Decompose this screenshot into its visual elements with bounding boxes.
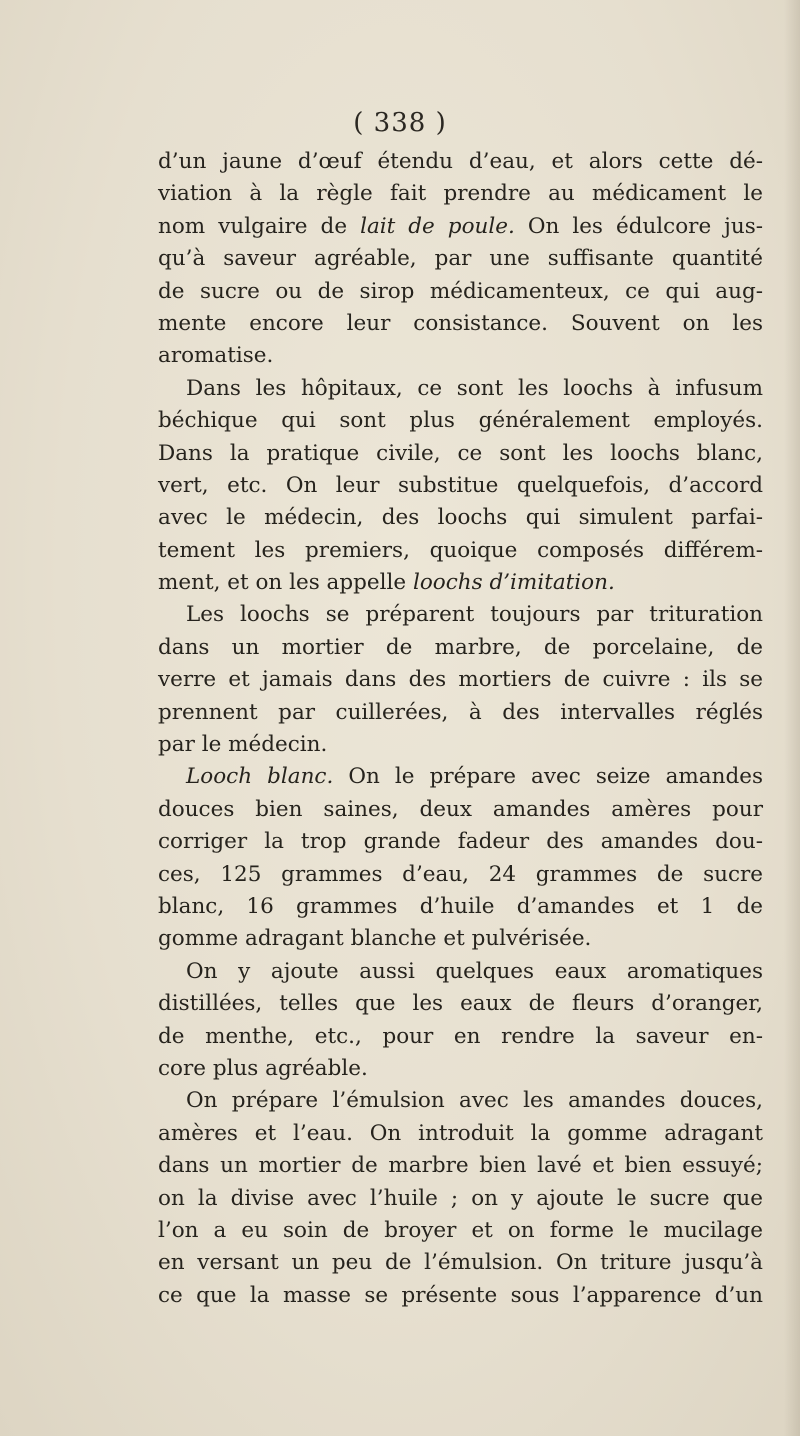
text-line: aromatise.	[158, 343, 274, 369]
text-line: On y ajoute aussi quelques eaux aromatiques	[186, 958, 763, 984]
text-line: viation à la règle fait prendre au médicament le	[158, 181, 763, 207]
text-line: avec le médecin, des loochs qui simulent parfai-	[158, 505, 763, 531]
text-line: prennent par cuillerées, à des intervalles réglés	[158, 699, 763, 725]
text-line: on la divise avec l’huile ; on y ajoute le sucre que	[158, 1185, 763, 1211]
text-line: distillées, telles que les eaux de fleurs d’oranger,	[158, 991, 763, 1017]
text-run: On le prépare avec seize amandes	[333, 764, 763, 790]
text-line: l’on a eu soin de broyer et on forme le mucilage	[158, 1217, 763, 1243]
page-number: ( 338 )	[353, 108, 447, 138]
text-line: par le médecin.	[158, 732, 328, 758]
text-line: de sucre ou de sirop médicamenteux, ce qui aug-	[158, 278, 763, 304]
text-line: en versant un peu de l’émulsion. On triture jusqu’à	[158, 1250, 763, 1276]
text-line: dans un mortier de marbre bien lavé et bien essuyé;	[158, 1153, 763, 1179]
text-line: tement les premiers, quoique composés différem-	[158, 537, 763, 563]
text-line	[158, 567, 763, 599]
text-line: blanc, 16 grammes d’huile d’amandes et 1 de	[158, 893, 763, 919]
text-line: ces, 125 grammes d’eau, 24 grammes de sucre	[158, 861, 763, 887]
body-text	[158, 146, 763, 1312]
text-line: Les loochs se préparent toujours par trituration	[186, 602, 763, 628]
text-line: qu’à saveur agréable, par une suffisante quantité	[158, 246, 763, 272]
text-line: amères et l’eau. On introduit la gomme adragant	[158, 1120, 763, 1146]
text-line: douces bien saines, deux amandes amères pour	[158, 796, 763, 822]
italic-text-run: Looch blanc.	[186, 764, 334, 790]
text-line: dans un mortier de marbre, de porcelaine, de	[158, 634, 763, 660]
text-line: de menthe, etc., pour en rendre la saveur en-	[158, 1023, 763, 1049]
text-line: d’un jaune d’œuf étendu d’eau, et alors cette dé-	[158, 149, 763, 174]
text-line: gomme adragant blanche et pulvérisée.	[158, 926, 592, 952]
text-line: On prépare l’émulsion avec les amandes douces,	[186, 1088, 763, 1114]
text-run: nom vulgaire de	[158, 213, 361, 239]
italic-text-run: lait de poule.	[360, 213, 515, 239]
text-line: corriger la trop grande fadeur des amandes dou-	[158, 829, 763, 855]
page-edge-shadow	[784, 0, 800, 1436]
text-run: On les édulcore jus-	[514, 213, 763, 239]
text-line: Dans les hôpitaux, ce sont les loochs à infusum	[186, 375, 763, 401]
text-line	[158, 761, 763, 793]
italic-text-run: loochs d’imitation.	[412, 570, 615, 596]
text-run: ment, et on les appelle	[158, 570, 413, 596]
text-line: béchique qui sont plus généralement employés.	[158, 408, 763, 434]
text-line: core plus agréable.	[158, 1055, 368, 1081]
text-line: vert, etc. On leur substitue quelquefois, d’accord	[158, 472, 763, 498]
text-line: Dans la pratique civile, ce sont les loochs blanc,	[158, 440, 763, 466]
text-line: verre et jamais dans des mortiers de cuivre : ils se	[158, 667, 763, 693]
text-line: ce que la masse se présente sous l’apparence d’un	[158, 1282, 763, 1308]
text-line: mente encore leur consistance. Souvent on les	[158, 310, 763, 336]
text-line	[158, 211, 763, 243]
